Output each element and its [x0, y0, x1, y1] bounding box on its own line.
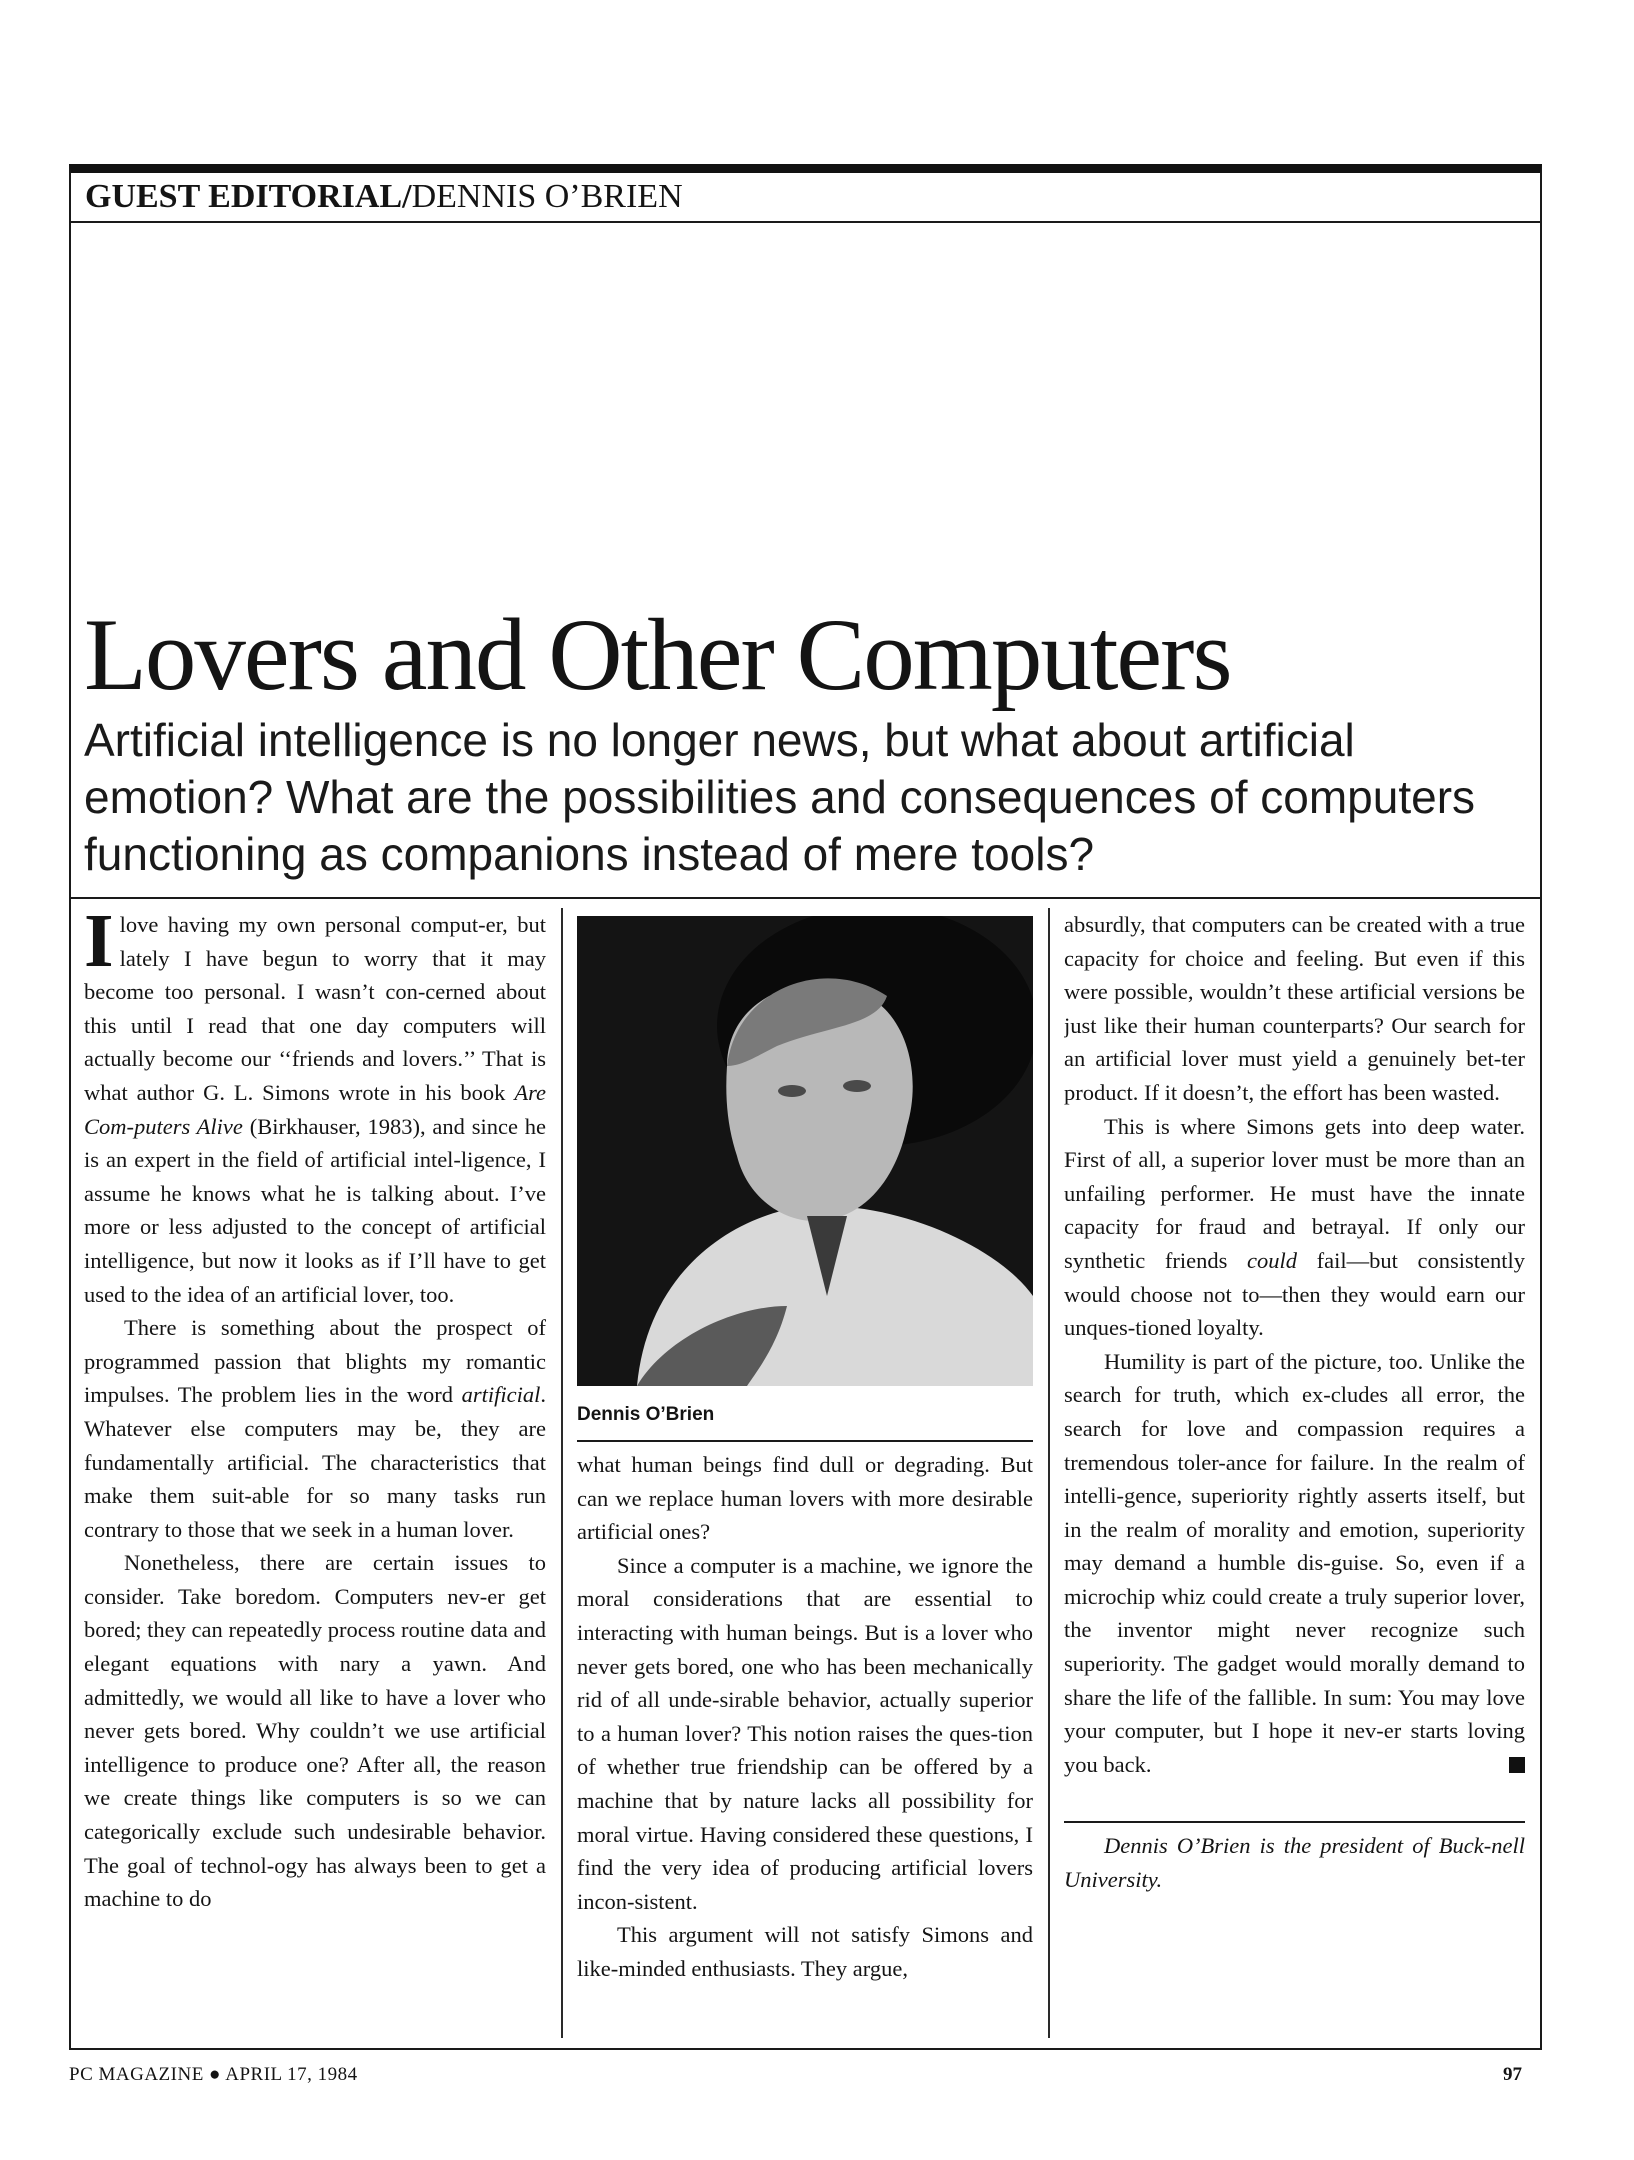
caption-divider	[577, 1440, 1033, 1442]
photo-caption: Dennis O’Brien	[577, 1404, 715, 1425]
column-divider	[1048, 908, 1050, 2038]
page-number: 97	[1503, 2064, 1522, 2085]
paragraph	[1064, 1110, 1525, 1345]
section-label: GUEST EDITORIAL/	[85, 178, 412, 215]
paragraph	[1064, 1345, 1525, 1782]
paragraph: Since a computer is a machine, we ignore the moral considerations that are essential to interacting with human beings. But is a lover who never gets bored, one who has been mechanically rid of all unde-sirable behavior, actually superior to a human lover? This notion raises the ques-tion of whether true friendship can be offered by a machine that by nature lacks all possibility for moral virtue. Having considered these questions, I find the very idea of producing artificial lovers incon-sistent.	[577, 1552, 1033, 1914]
article-deck: Artificial intelligence is no longer news, but what about artificial emotion? What are the possibilities and consequences of computers functioning as companions instead of mere tools?	[84, 714, 1476, 880]
paragraph	[84, 908, 546, 1311]
book-title: Are Com-puters Alive	[84, 1079, 546, 1139]
column-2	[577, 908, 1033, 2038]
paragraph	[84, 1311, 546, 1546]
paragraph: This argument will not satisfy Simons and like-minded enthusiasts. They argue,	[577, 1922, 1033, 1981]
drop-cap: I	[84, 908, 114, 983]
column-1	[84, 908, 546, 2038]
text-run: There is something about the prospect of programmed passion that blights my romantic impulses. The problem lies in the word	[84, 1315, 546, 1408]
editorial-header	[69, 173, 1542, 223]
emphasis: could	[1247, 1247, 1297, 1273]
author-portrait-photo	[577, 916, 1033, 1386]
author-bio: Dennis O’Brien is the president of Buck-nell University.	[1064, 1833, 1525, 1893]
bio-divider	[1064, 1821, 1525, 1823]
text-run: . Whatever else computers may be, they are fundamentally artificial. The characteristics that make them suit-able for so many tasks run contrary to those that we seek in a human lover.	[84, 1382, 546, 1542]
deck-divider	[69, 897, 1542, 899]
text-run: Humility is part of the picture, too. Unlike the search for truth, which ex-cludes all error, the search for love and compassion requires a tremendous toler-ance for failure. In the realm of intelli-gence, superiority rightly asserts itself, but in the realm of morality and emotion, superiority may demand a humble dis-guise. So, even if a microchip whiz could create a truly superior lover, the inventor might never recognize such superiority. The gadget would morally demand to share the life of the fallible. In sum: You may love your computer, but I hope it nev-er starts loving you back.	[1064, 1348, 1525, 1777]
article-title: Lovers and Other Computers	[84, 598, 1231, 712]
end-mark-icon	[1509, 1757, 1525, 1773]
column-divider	[561, 908, 563, 2038]
text-run: fail—but consistently would choose not to—then they would earn our unques-tioned loyalty.	[1064, 1247, 1525, 1341]
text-run: love having my own personal comput-er, but lately I have begun to worry that it may become too personal. I wasn’t con-cerned about this until I read that one day computers will actually become our ‘‘friends and lovers.’’ That is what author G. L. Simons wrote in his book	[84, 912, 546, 1105]
portrait-illustration	[577, 916, 1033, 1386]
magazine-footer: PC MAGAZINE ● APRIL 17, 1984	[69, 2064, 358, 2085]
column-3	[1064, 908, 1525, 2038]
text-run: This is where Simons gets into deep water. First of all, a superior lover must be more than an unfailing performer. He must have the innate capacity for fraud and betrayal. If only our synthetic friends	[1064, 1113, 1525, 1273]
text-run: (Birkhauser, 1983), and since he is an expert in the field of artificial intel-ligence, I assume he knows what he is talking about. I’ve more or less adjusted to the concept of artificial intelligence, but now it looks as if I’ll have to get used to the idea of an artificial lover, too.	[84, 1113, 546, 1307]
paragraph: Nonetheless, there are certain issues to consider. Take boredom. Computers nev-er get bored; they can repeatedly process routine data and elegant equations with nary a yawn. And admittedly, we would all like to have a lover who never gets bored. Why couldn’t we use artificial intelligence to produce one? After all, the reason we create things like computers is so we can categorically exclude such undesirable behavior. The goal of technol-ogy has always been to get a machine to do	[84, 1550, 546, 1912]
emphasis: artificial	[461, 1382, 541, 1408]
paragraph: what human beings find dull or degrading. But can we replace human lovers with more desirable artificial ones?	[577, 1452, 1033, 1545]
header-author: DENNIS O’BRIEN	[411, 178, 683, 215]
paragraph: absurdly, that computers can be created with a true capacity for choice and feeling. But even if this were possible, wouldn’t these artificial versions be just like their human counterparts? Our search for an artificial lover must yield a genuinely bet-ter product. If it doesn’t, the effort has been wasted.	[1064, 912, 1525, 1105]
